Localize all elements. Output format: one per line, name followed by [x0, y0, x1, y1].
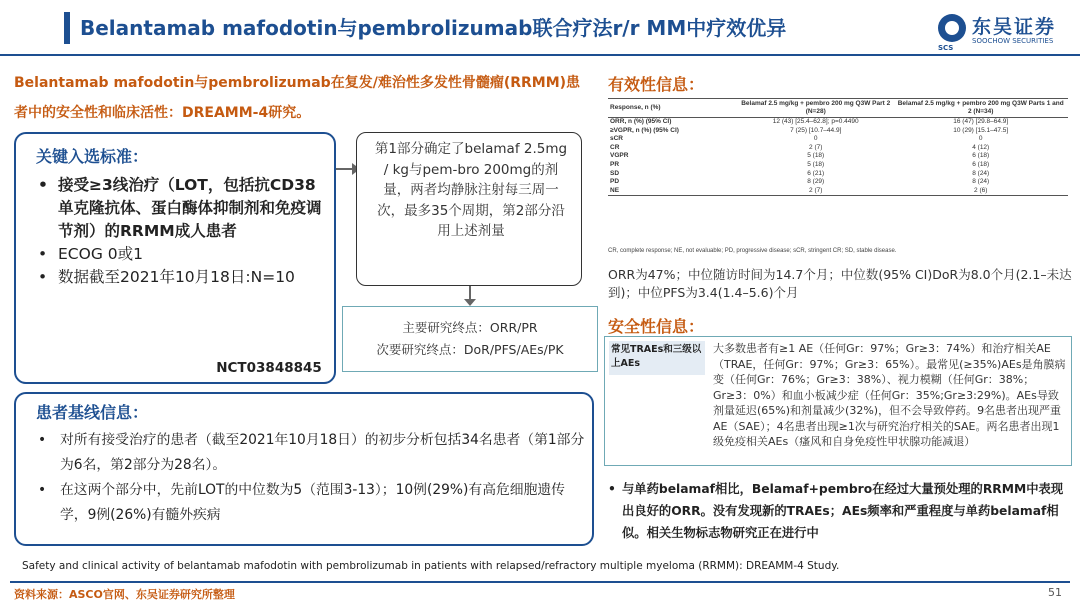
header: [0, 0, 1080, 56]
table-header-row: [608, 99, 1068, 118]
secondary-endpoint: 次要研究终点：DoR/PFS/AEs/PK: [376, 342, 564, 357]
baseline-box: [14, 392, 594, 546]
table-header: Belamaf 2.5 mg/kg + pembro 200 mg Q3W Parts 1 and 2 (N=34): [893, 99, 1068, 118]
arrow-right-icon: [336, 168, 358, 170]
logo-text-cn: 东吴证券: [972, 16, 1057, 38]
study-subtitle: Belantamab mafodotin与pembrolizumab在复发/难治性多发性骨髓瘤(RRMM)患者中的安全性和临床活性：DREAMM-4研究。: [14, 75, 581, 121]
table-cell: 16 (47) [29.8–64.9]: [953, 118, 1009, 125]
table-cell: 6 (18): [972, 160, 990, 168]
table-cell: 2 (7): [738, 187, 893, 196]
table-cell: CR: [610, 143, 620, 151]
table-row: [608, 144, 1068, 153]
table-cell: ≥VGPR, n (%) (95% CI): [610, 126, 679, 134]
efficacy-heading: 有效性信息：: [608, 75, 705, 94]
table-row: [608, 118, 1068, 127]
table-cell: 7 (25) [10.7–44.9]: [790, 126, 842, 134]
footer-divider: [10, 581, 1070, 583]
logo-mark-icon: [938, 14, 966, 42]
page-number: 51: [1048, 586, 1062, 599]
table-cell: 5 (18): [807, 152, 825, 160]
table-cell: 6 (21): [807, 169, 825, 177]
criteria-box: [14, 132, 336, 384]
response-table: [608, 98, 1068, 196]
safety-label: 常见TRAEs和三级以上AEs: [609, 341, 705, 375]
table-cell: 8 (24): [972, 178, 990, 186]
table-cell: VGPR: [610, 152, 629, 160]
table-footnote: CR, complete response; NE, not evaluable; PD, progressive disease; sCR, stringent CR; SD, stable disease.: [608, 248, 897, 254]
safety-heading: 安全性信息：: [608, 317, 705, 336]
baseline-item: • 对所有接受治疗的患者（截至2021年10月18日）的初步分析包括34名患者（第1部分为6名，第2部分为28名）。: [38, 428, 588, 478]
table-header: Belamaf 2.5 mg/kg + pembro 200 mg Q3W Part 2 (N=28): [738, 99, 893, 118]
primary-endpoint: 主要研究终点：ORR/PR: [402, 320, 538, 335]
design-box: [356, 132, 582, 286]
efficacy-summary: ORR为47%；中位随访时间为14.7个月；中位数(95% CI)DoR为8.0个月(2.1–未达到)；中位PFS为3.4(1.4–5.6)个月: [608, 267, 1072, 300]
table-header: Response, n (%): [608, 99, 738, 118]
criteria-list: [38, 174, 328, 289]
safety-text: 大多数患者有≥1 AE（任何Gr：97%；Gr≥3：74%）和治疗相关AE（TRAE，任何Gr：97%；Gr≥3：65%）。最常见(≥35%)AEs是角膜病变（任何Gr：76%；Gr≥3：38%）、视力模糊（任何Gr：38%；Gr≥3：0%）和血小板减少症（任何Gr：35%;Gr≥3:29%)。AEs导致剂量延迟(65%)和剂量减少(32%)，但不会导致停药。9名患者出现严重AE（SAE）；4名患者出现≥1次与研究治疗相关的SAE。两名患者出现1级免疫相关AEs（瘙风和自身免疫性甲状腺功能减退）: [713, 342, 1066, 448]
criteria-item: • 数据截至2021年10月18日:N=10: [38, 266, 328, 289]
table-cell: 2 (6): [893, 187, 1068, 196]
criteria-item: • 接受≥3线治疗（LOT，包括抗CD38单克隆抗体、蛋白酶体抑制剂和免疫调节剂）的RRMM成人患者: [38, 174, 328, 243]
footer: [0, 578, 1080, 608]
table-cell: 5 (18): [807, 160, 825, 168]
baseline-heading: 患者基线信息：: [36, 403, 149, 422]
table-cell: 2 (7): [809, 143, 823, 151]
page-title: Belantamab mafodotin与pembrolizumab联合疗法r/r MM中疗效优异: [80, 16, 787, 40]
criteria-item: • ECOG 0或1: [38, 243, 328, 266]
header-divider: [0, 54, 1080, 56]
table-row: [608, 187, 1068, 196]
table-cell: PR: [610, 160, 620, 168]
table-cell: sCR: [610, 135, 624, 143]
table-row: [608, 161, 1068, 170]
arrow-down-icon: [469, 286, 471, 302]
table-cell: SD: [610, 169, 620, 177]
table-cell: ORR, n (%) (95% CI): [610, 118, 672, 125]
table-row: [608, 135, 1068, 144]
table-cell: 4 (12): [972, 143, 990, 151]
table-cell: 12 (43) [25.4–62.8]; p=0.4490: [772, 118, 859, 125]
table-row: [608, 127, 1068, 136]
logo-abbr: SCS: [938, 44, 954, 52]
table-cell: 6 (18): [972, 152, 990, 160]
conclusion: • 与单药belamaf相比，Belamaf+pembro在经过大量预处理的RRMM中表现出良好的ORR。没有发现新的TRAEs；AEs频率和严重程度与单药belamaf相似。相关生物标志物研究正在进行中: [608, 478, 1072, 544]
logo-text-en: SOOCHOW SECURITIES: [972, 37, 1054, 45]
title-accent-bar: [64, 12, 70, 44]
company-logo: [938, 10, 1073, 50]
baseline-list: [38, 428, 588, 528]
table-cell: 0: [813, 135, 818, 143]
table-row: [608, 178, 1068, 187]
citation: Safety and clinical activity of belantamab mafodotin with pembrolizumab in patients with relapsed/refractory multiple myeloma (RRMM): DREAMM-4 Study.: [22, 560, 840, 572]
table-cell: 8 (24): [972, 169, 990, 177]
trial-id: NCT03848845: [216, 360, 322, 376]
baseline-item: • 在这两个部分中，先前LOT的中位数为5（范围3-13）；10例(29%)有高危细胞遗传学，9例(26%)有髓外疾病: [38, 478, 588, 528]
criteria-heading: 关键入选标准：: [36, 147, 149, 166]
table-cell: 10 (29) [15.1–47.5]: [953, 126, 1009, 134]
table-cell: 8 (29): [807, 178, 825, 186]
safety-box: [604, 336, 1072, 466]
design-text: 第1部分确定了belamaf 2.5mg / kg与pem-bro 200mg的剂量，两者均静脉注射每三周一次，最多35个周期，第2部分沿用上述剂量: [374, 141, 568, 239]
endpoints-box: [342, 306, 598, 372]
table-cell: NE: [608, 187, 738, 196]
source-note: 资料来源：ASCO官网、东吴证券研究所整理: [14, 588, 235, 601]
table-cell: PD: [610, 178, 620, 186]
table-cell: 0: [978, 135, 983, 143]
table-row: [608, 152, 1068, 161]
table-row: [608, 170, 1068, 179]
